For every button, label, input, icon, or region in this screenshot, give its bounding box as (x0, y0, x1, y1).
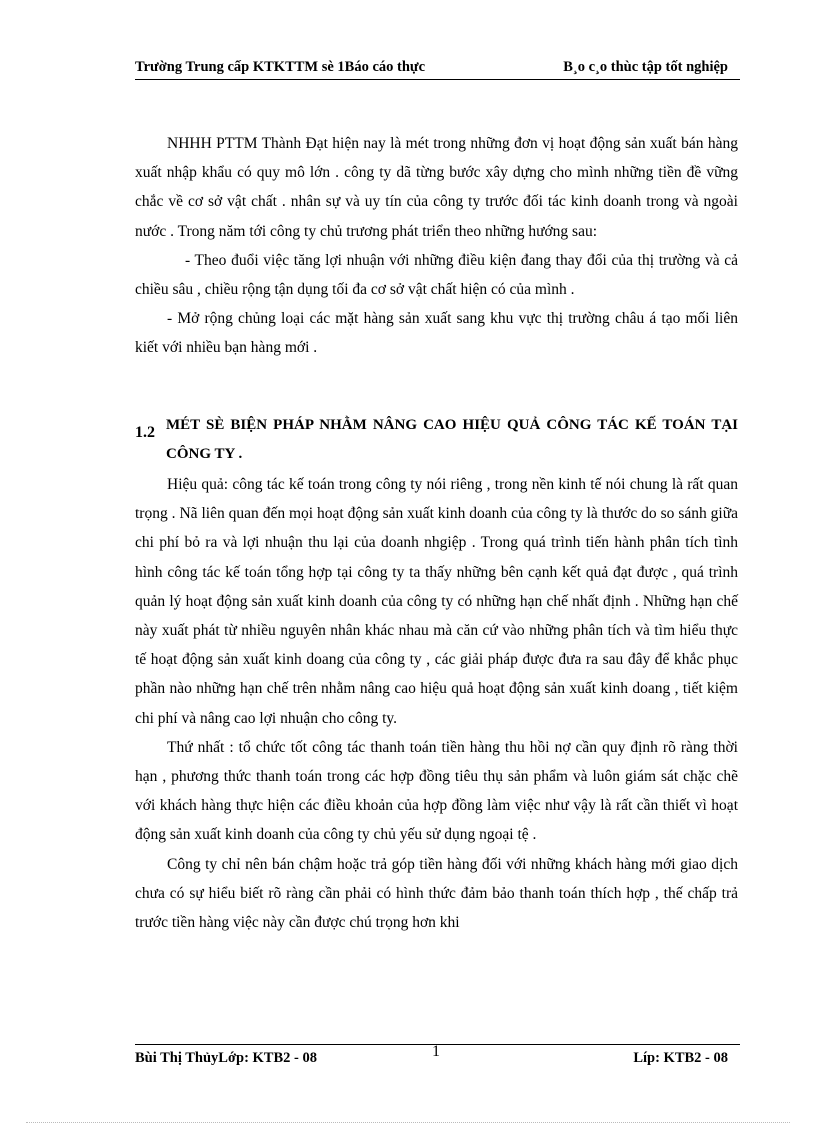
paragraph: - Theo đuổi việc tăng lợi nhuận với những điều kiện đang thay đổi của thị trường và cả chiều sâu , chiều rộng tận dụng tối đa cơ sở vật chất hiện có của mình . (135, 251, 738, 299)
paragraph: Thứ nhất : tổ chức tốt công tác thanh toán tiền hàng thu hồi nợ cần quy định rõ ràng thời hạn , phương thức thanh toán trong các hợp đồng tiêu thụ sản phẩm và luôn giám sát chặc chẽ với khách hàng thực hiện các điều khoản của hợp đồng làm việc như vậy là rất cần thiết vì hoạt động sản xuất kinh doanh của công ty chủ yếu sử dụng ngoại tệ . (135, 738, 738, 844)
section-number: 1.2 (135, 424, 155, 441)
page-header (135, 57, 740, 80)
footer-class: Líp: KTB2 - 08 (633, 1050, 728, 1066)
body-text-bottom (135, 470, 738, 937)
page-number: 1 (432, 1043, 440, 1060)
section-heading (135, 411, 738, 469)
paragraph: - Mở rộng chủng loại các mặt hàng sản xuất sang khu vực thị trường châu á tạo mối liên kiết với nhiều bạn hàng mới . (135, 310, 738, 357)
footer-author: Bùi Thị ThủyLớp: KTB2 - 08 (135, 1050, 317, 1066)
header-report-title: B¸o c¸o thùc tập tốt nghiệp (563, 59, 728, 75)
header-school-name: Trường Trung cấp KTKTTM sè 1Báo cáo thực (135, 59, 426, 75)
paragraph: Hiệu quả: công tác kế toán trong công ty nói riêng , trong nền kinh tế nói chung là rất quan trọng . Nã liên quan đến mọi hoạt động sản xuất kinh doanh của công ty là thước do so sánh giữa chi phí bỏ ra và lợi nhuận thu lại của doanh nhgiệp . Trong quá trình tiến hành phân tích tình hình công tác kế toán tổng hợp tại công ty ta thấy những bên cạnh kết quả đạt được , quá trình quản lý hoạt động sản xuất kinh doanh của công ty có những hạn chế nhất định . Những hạn chế này xuất phát từ nhiều nguyên nhân khác nhau mà căn cứ vào những phân tích và tìm hiểu thực tế hoạt động sản xuất kinh doang của công ty , các giải pháp được đưa ra sau đây để khắc phục phần nào những hạn chế trên nhằm nâng cao hiệu quả hoạt động sản xuất kinh doang , tiết kiệm chi phí và nâng cao lợi nhuận cho công ty. (135, 476, 738, 727)
section-title: MÉT SÈ BIỆN PHÁP NHẰM NÂNG CAO HIỆU QUẢ CÔNG TÁC KẾ TOÁN TẠI CÔNG TY . (166, 417, 738, 462)
paragraph: Công ty chỉ nên bán chậm hoặc trả góp tiền hàng đối với những khách hàng mới giao dịch chưa có sự hiểu biết rõ ràng cần phải có hình thức đảm bảo thanh toán thích hợp , thế chấp trả trước tiền hàng việc này cần được chú trọng hơn khi (135, 855, 738, 932)
body-text-top (135, 129, 738, 363)
page-footer (135, 1044, 740, 1071)
paragraph: NHHH PTTM Thành Đạt hiện nay là mét trong những đơn vị hoạt động sản xuất bán hàng xuất nhập khẩu có quy mô lớn . công ty dã từng bước xây dựng cho mình những tiền đề vững chắc về cơ sở vật chất . nhân sự và uy tín của công ty trước đối tác kinh doanh trong và ngoài nước . Trong năm tới công ty chủ trương phát triển theo những hướng sau: (135, 135, 738, 240)
